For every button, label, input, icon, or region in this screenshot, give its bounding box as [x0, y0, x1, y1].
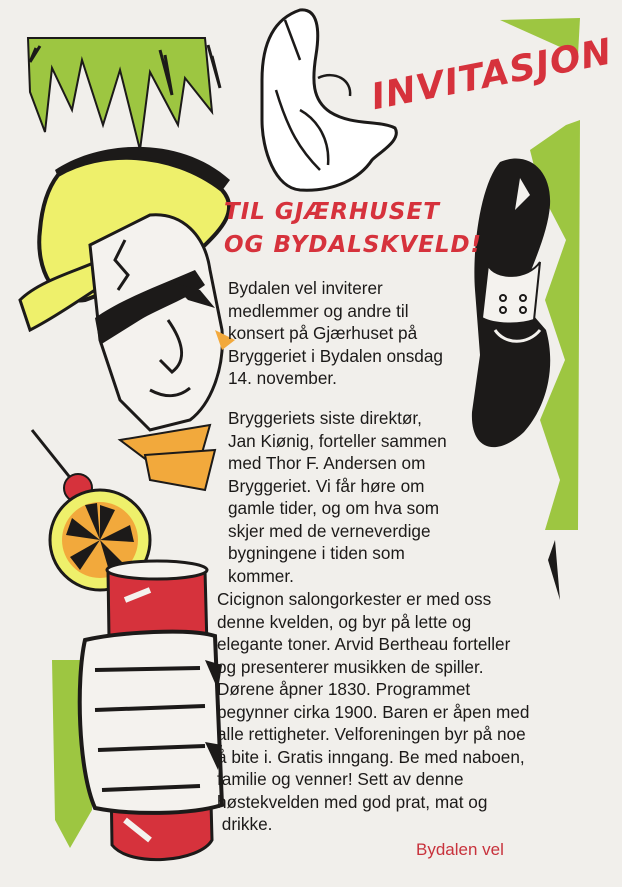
intro-paragraph: Bydalen vel inviterer medlemmer og andre til konsert på Gjærhuset på Bryggeriet i Bydalen onsdag 14. november. [228, 278, 443, 388]
green-leaves-top-left [28, 38, 220, 150]
orange-slices-illustration [32, 425, 215, 502]
hand-holding-red-glass-illustration [80, 561, 222, 860]
history-paragraph: Bryggeriets siste direktør, Jan Kiønig, forteller sammen med Thor F. Andersen om Bryggeriet. Vi får høre om gamle tider, og om hva som skjer med de verneverdige bygningene i tiden som kommer. [228, 408, 447, 586]
poster-subtitle [224, 196, 482, 262]
poster-title: INVITASJON [368, 31, 616, 119]
subtitle-line-1: TIL GJÆRHUSET [224, 199, 440, 225]
man-with-sunglasses-and-hat-illustration [20, 147, 235, 430]
dancing-shoe-illustration [472, 159, 550, 448]
signature: Bydalen vel [416, 840, 504, 859]
program-paragraph: Cicignon salongorkester er med oss denne kvelden, og byr på lette og elegante toner. Arvid Bertheau forteller og presenterer musikken de spiller. Dørene åpner 1830. Programmet begynner cirka 1900. Baren er åpen med alle rettigheter. Velforeningen byr på noe å bite i. Gratis inngang. Be med naboen, familie og venner! Sett av denne høstekvelden med god prat, mat og drikke. [217, 589, 530, 834]
subtitle-line-2: OG BYDALSKVELD! [224, 232, 483, 258]
